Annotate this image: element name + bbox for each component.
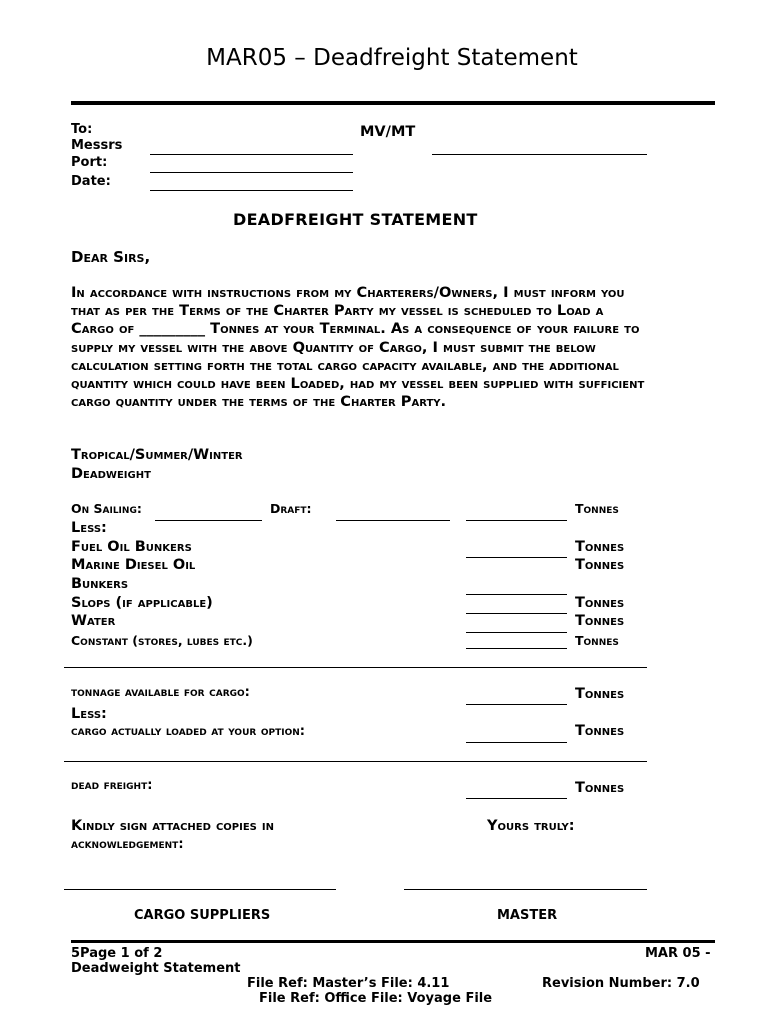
bunkers-label: Bunkers xyxy=(71,576,129,592)
deadweight-tonnes-field[interactable] xyxy=(466,520,567,521)
slops-tonnes: Tonnes xyxy=(575,595,625,611)
tonnage-available-label: tonnage available for cargo: xyxy=(71,685,250,700)
footer-form-code: MAR 05 - xyxy=(645,946,711,961)
draft-field[interactable] xyxy=(336,520,450,521)
fuel-oil-field[interactable] xyxy=(466,557,567,558)
marine-diesel-label: Marine Diesel Oil xyxy=(71,557,196,573)
dead-freight-field[interactable] xyxy=(466,798,567,799)
footer-page-block xyxy=(71,946,240,976)
marine-diesel-field[interactable] xyxy=(466,594,567,595)
master-label: MASTER xyxy=(497,908,558,923)
tonnage-available-tonnes: Tonnes xyxy=(575,686,625,702)
tonnage-available-field[interactable] xyxy=(466,704,567,705)
body-paragraph xyxy=(71,284,651,411)
statement-heading: DEADFREIGHT STATEMENT xyxy=(233,210,478,229)
deadweight-type-label: Tropical/Summer/Winter xyxy=(71,447,243,463)
to-label: To: xyxy=(71,122,93,137)
deadweight-label: Deadweight xyxy=(71,466,151,482)
water-tonnes: Tonnes xyxy=(575,613,625,629)
vessel-field[interactable] xyxy=(432,154,647,155)
deadweight-tonnes-label: Tonnes xyxy=(575,501,619,516)
page-number: 5Page 1 of 2 xyxy=(71,946,163,961)
dead-freight-tonnes: Tonnes xyxy=(575,780,625,796)
footer-document-name: Deadweight Statement xyxy=(71,961,241,976)
cargo-loaded-tonnes: Tonnes xyxy=(575,723,625,739)
sign-instruction-2: acknowledgement: xyxy=(71,837,184,852)
cargo-loaded-label: cargo actually loaded at your option: xyxy=(71,724,305,739)
on-sailing-field[interactable] xyxy=(155,520,262,521)
cargo-suppliers-label: CARGO SUPPLIERS xyxy=(134,908,271,923)
title-rule xyxy=(71,101,715,105)
port-field[interactable] xyxy=(150,172,353,173)
yours-truly: Yours truly: xyxy=(487,818,575,834)
date-field[interactable] xyxy=(150,190,353,191)
on-sailing-label: On Sailing: xyxy=(71,501,142,516)
revision-number: Revision Number: 7.0 xyxy=(542,976,700,991)
master-signature-line[interactable] xyxy=(404,889,647,890)
section-divider-1 xyxy=(64,667,647,668)
vessel-label: MV/MT xyxy=(360,124,416,140)
file-ref-master: File Ref: Master’s File: 4.11 xyxy=(247,976,450,991)
water-field[interactable] xyxy=(466,632,567,633)
draft-label: Draft: xyxy=(270,501,312,516)
fuel-oil-label: Fuel Oil Bunkers xyxy=(71,539,192,555)
slops-field[interactable] xyxy=(466,613,567,614)
cargo-quantity-blank[interactable]: _________ xyxy=(139,320,206,338)
port-label: Port: xyxy=(71,155,108,170)
constant-label: Constant (stores, lubes etc.) xyxy=(71,633,253,648)
constant-tonnes: Tonnes xyxy=(575,633,619,648)
document-title: MAR05 – Deadfreight Statement xyxy=(206,45,578,71)
slops-label: Slops (if applicable) xyxy=(71,595,213,611)
water-label: Water xyxy=(71,613,116,629)
constant-field[interactable] xyxy=(466,648,567,649)
fuel-oil-tonnes: Tonnes xyxy=(575,539,625,555)
body-text-part2: Tonnes at your Terminal. As a consequence of your failure to supply my vessel with the above Quantity of Cargo, I must submit the below calculation setting forth the total cargo capacity available, and the additional quantity which could have been Loaded, had my vessel been supplied with sufficient cargo quantity under the terms of the Charter Party. xyxy=(71,320,645,411)
body-text-part1: In accordance with instructions from my Charterers/Owners, I must inform you that as per the Terms of the Charter Party my vessel is scheduled to Load a Cargo of xyxy=(71,284,625,338)
messrs-field[interactable] xyxy=(150,154,353,155)
salutation: Dear Sirs, xyxy=(71,248,151,266)
dead-freight-label: dead freight: xyxy=(71,778,153,793)
footer-rule xyxy=(71,940,715,943)
cargo-loaded-field[interactable] xyxy=(466,742,567,743)
cargo-suppliers-signature-line[interactable] xyxy=(64,889,336,890)
section-divider-2 xyxy=(64,761,647,762)
calc-less-label: Less: xyxy=(71,706,107,722)
date-label: Date: xyxy=(71,174,111,189)
sign-instruction-1: Kindly sign attached copies in xyxy=(71,818,275,834)
file-ref-office: File Ref: Office File: Voyage File xyxy=(259,991,493,1006)
less-label: Less: xyxy=(71,520,107,536)
marine-diesel-tonnes: Tonnes xyxy=(575,557,625,573)
messrs-label: Messrs xyxy=(71,138,123,153)
